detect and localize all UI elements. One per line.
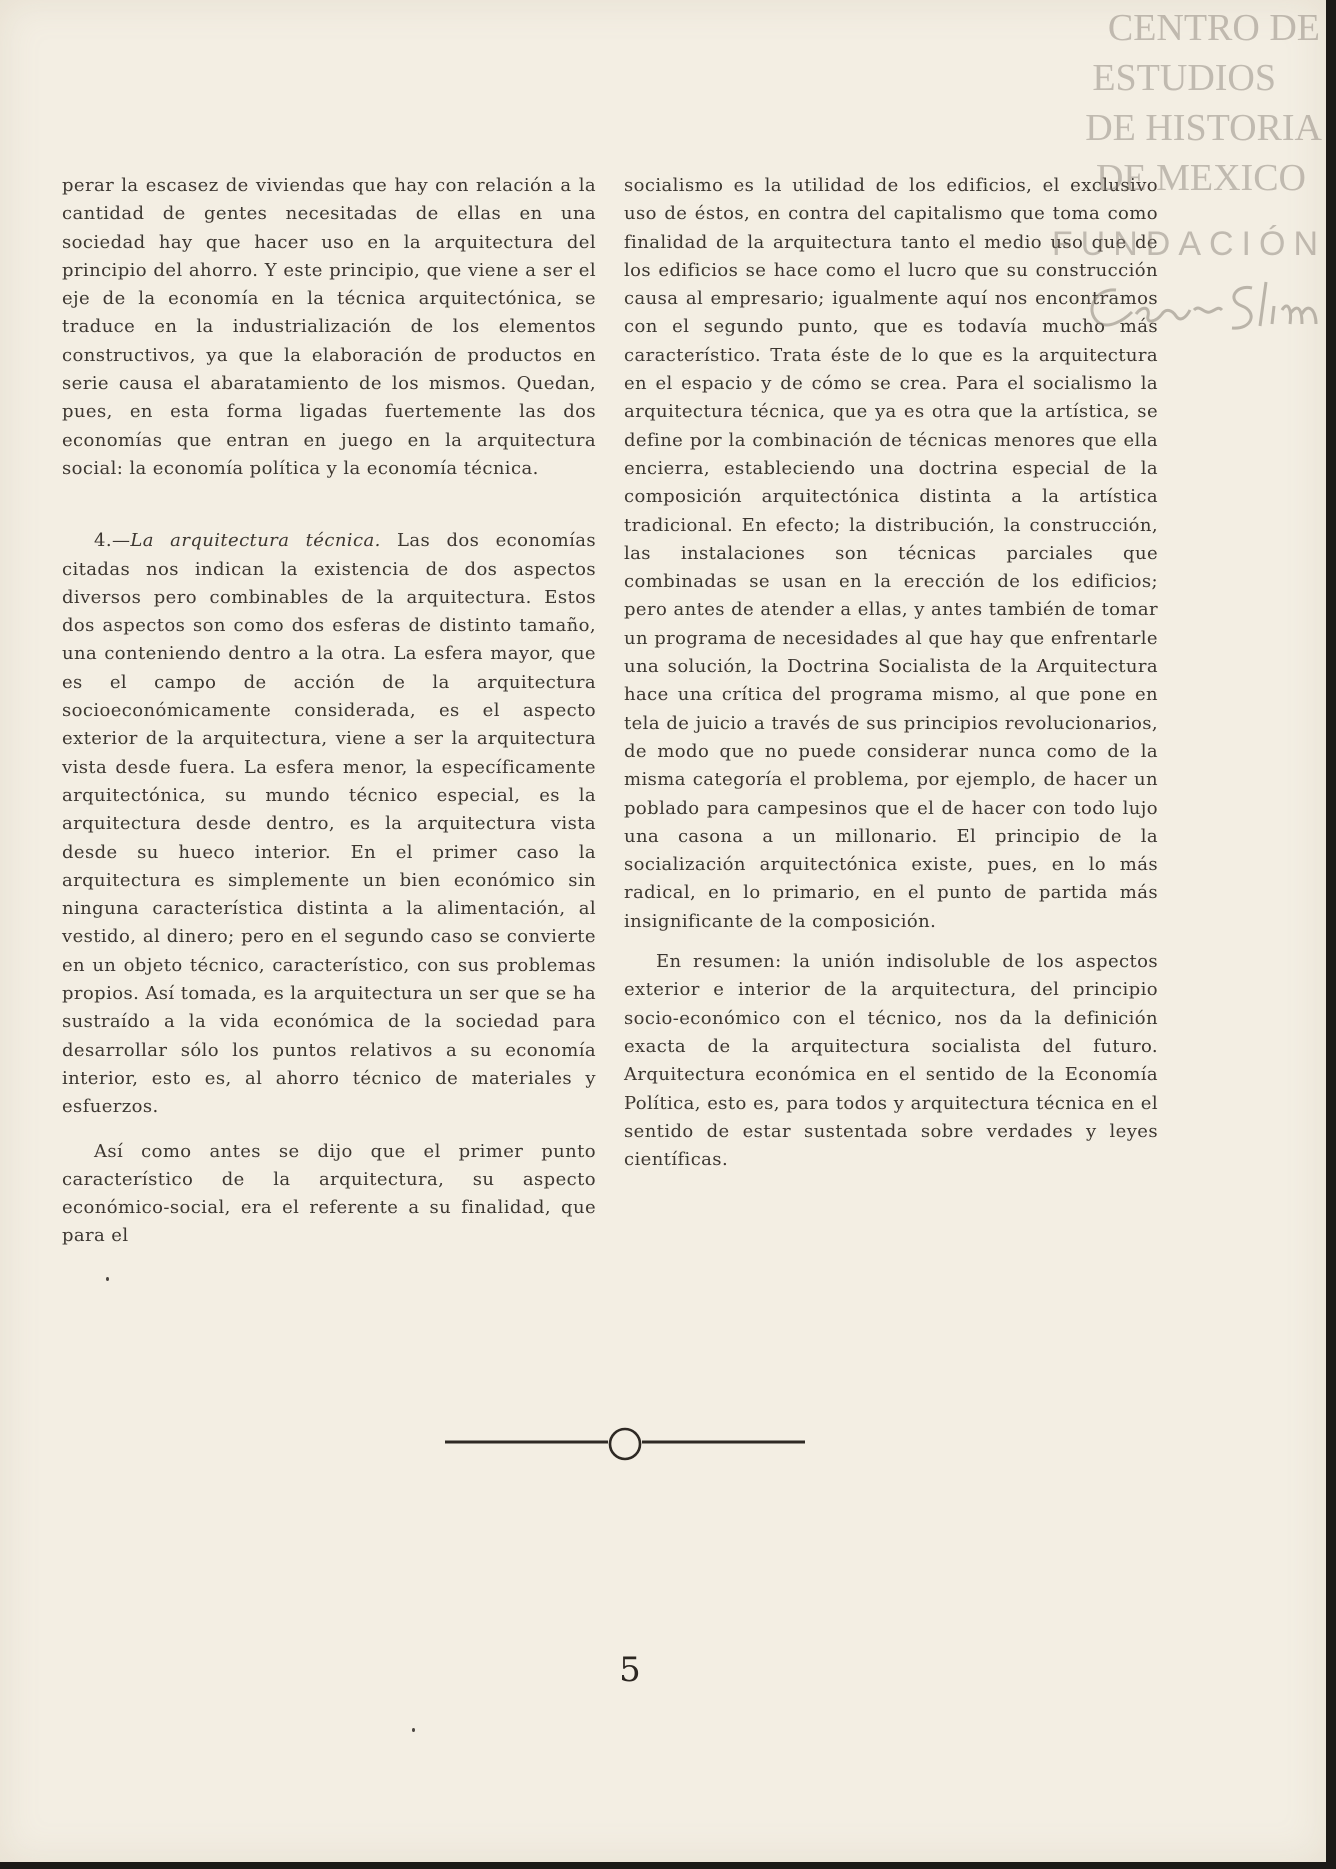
print-speck (412, 1728, 415, 1732)
section-number: 4.— (94, 530, 131, 552)
right-paragraph-1: socialismo es la utilidad de los edificios, el exclusivo uso de éstos, en contra del capitalismo que toma como finalidad de la arquitectura tanto el medio uso que de los edificios se hace como el lucro que su construcción causa al empresario; igualmente aquí nos encontramos con el segundo punto, que es todavía mucho más característico. Trata éste de lo que es la arquitectura en el espacio y de cómo se crea. Para el socialismo la arquitectura técnica, que ya es otra que la artística, se define por la combinación de técnicas menores que ella encierra, estableciendo una doctrina especial de la composición arquitectónica distinta a la artística tradicional. En efecto; la distribución, la construcción, las instalaciones son técnicas parciales que combinadas se usan en la erección de los edificios; pero antes de atender a ellas, y antes también de tomar un programa de necesidades al que hay que enfrentarle una solución, la Doctrina Socialista de la Arquitectura hace una crítica del programa mismo, al que pone en tela de juicio a través de sus principios revolucionarios, de modo que no puede considerar nunca como de la misma categoría el problema, por ejemplo, de hacer un poblado para campesinos que el de hacer con todo lujo una casona a un millonario. El principio de la socialización arquitectónica existe, pues, en lo más radical, en lo primario, en el punto de partida más insignificante de la composición. (624, 175, 1158, 932)
watermark-line: ESTUDIOS (1092, 57, 1276, 99)
watermark-line: CENTRO DE (1107, 7, 1320, 49)
watermark-line: DE MEXICO (1095, 157, 1306, 199)
left-paragraph-1: perar la escasez de viviendas que hay con relación a la cantidad de gentes necesitadas de ellas en una sociedad hay que hacer uso en la arquitectura del principio del ahorro. Y este principio, que viene a ser el eje de la economía en la técnica arquitectónica, se traduce en la industrialización de los elementos constructivos, ya que la elaboración de productos en serie causa el abaratamiento de los mismos. Quedan, pues, en esta forma ligadas fuertemente las dos economías que entran en juego en la arquitectura social: la economía política y la economía técnica. (62, 175, 596, 479)
section-title: La arquitectura técnica. (130, 530, 381, 552)
left-paragraph-3: Así como antes se dijo que el primer punto característico de la arquitectura, su aspecto económico-social, era el referente a su finalidad, que para el (62, 1140, 596, 1247)
watermark-foundation: FUNDACIÓN (1051, 225, 1326, 263)
watermark-line: DE HISTORIA (1085, 107, 1322, 149)
ornament-divider (445, 1424, 805, 1464)
left-column (62, 172, 596, 1251)
page-number: 5 (619, 1650, 641, 1690)
signature-logo (1076, 270, 1326, 340)
section-body: Las dos economías citadas nos indican la existencia de dos aspectos diversos pero combinables de la arquitectura. Estos dos aspectos son como dos esferas de distinto tamaño, una conteniendo dentro a la otra. La esfera mayor, que es el campo de acción de la arquitectura socioeconómicamente considerada, es el aspecto exterior de la arquitectura, viene a ser la arquitectura vista desde fuera. La esfera menor, la específicamente arquitectónica, su mundo técnico especial, es la arquitectura desde dentro, es la arquitectura vista desde su hueco interior. En el primer caso la arquitectura es simplemente un bien económico sin ninguna característica distinta a la alimentación, al vestido, al dinero; pero en el segundo caso se convierte en un objeto técnico, característico, con sus problemas propios. Así tomada, es la arquitectura un ser que se ha sustraído a la vida económica de la sociedad para desarrollar sólo los puntos relativos a su economía interior, esto es, al ahorro técnico de materiales y esfuerzos. (62, 530, 596, 1118)
right-paragraph-2: En resumen: la unión indisoluble de los aspectos exterior e interior de la arquitectura, del principio socio-económico con el técnico, nos da la definición exacta de la arquitectura socialista del futuro. Arquitectura económica en el sentido de la Economía Política, esto es, para todos y arquitectura técnica en el sentido de estar sustentada sobre verdades y leyes científicas. (624, 951, 1158, 1171)
left-paragraph-2 (62, 527, 596, 1121)
archive-watermark (1040, 0, 1336, 350)
print-speck (106, 1277, 109, 1281)
